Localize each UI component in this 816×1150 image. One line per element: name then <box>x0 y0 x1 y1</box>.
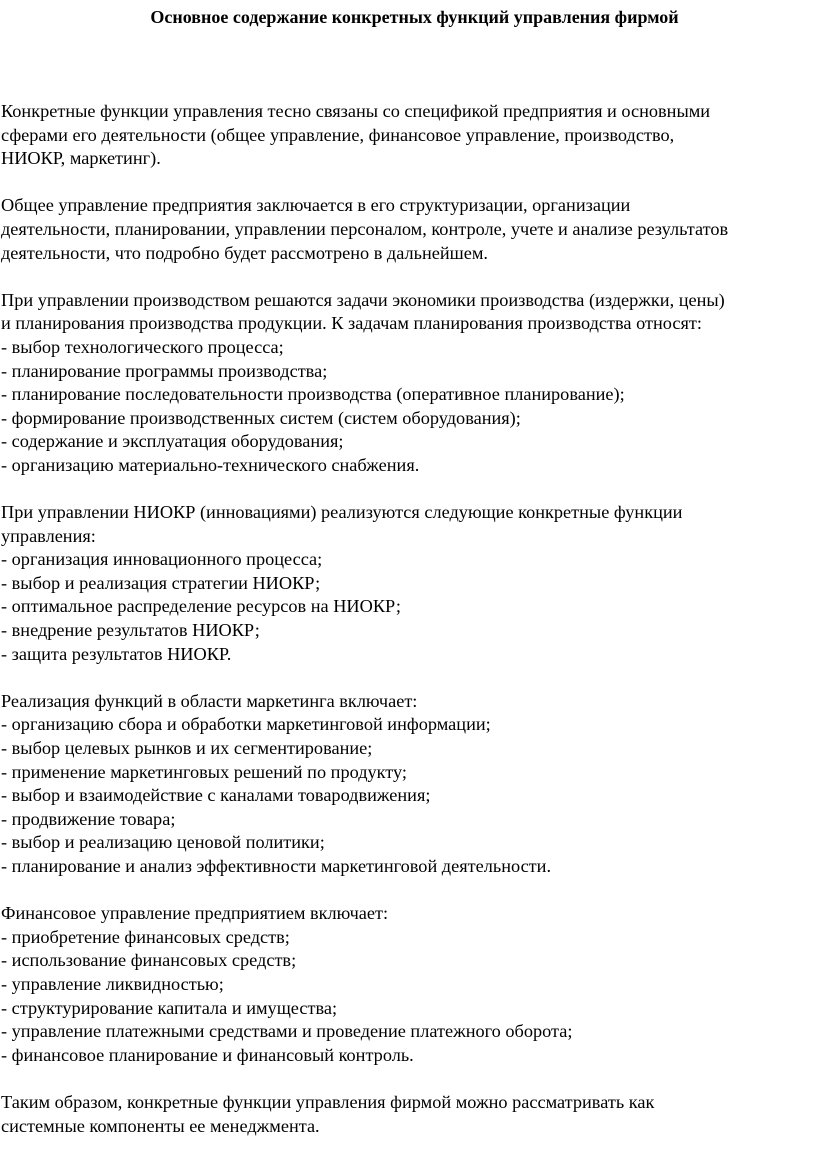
list-item: - планирование последовательности производства (оперативное планирование); <box>1 384 625 405</box>
paragraph <box>1 194 813 265</box>
list-item: - организацию материально-технического снабжения. <box>1 454 420 475</box>
text-line: НИОКР, маркетинг). <box>1 148 161 169</box>
text-line: Реализация функций в области маркетинга включает: <box>1 690 418 711</box>
list-item: - планирование и анализ эффективности маркетинговой деятельности. <box>1 856 552 876</box>
list-item: - организацию сбора и обработки маркетинговой информации; <box>1 714 491 735</box>
list-item: - выбор целевых рынков и их сегментирование; <box>1 738 373 759</box>
text-line: деятельности, что подробно будет рассмотрено в дальнейшем. <box>1 242 488 263</box>
text-line: сферами его деятельности (общее управление, финансовое управление, производство, <box>1 124 675 145</box>
list-item: - организация инновационного процесса; <box>1 549 323 570</box>
paragraph <box>1 501 813 666</box>
list-item: - планирование программы производства; <box>1 360 328 381</box>
list-item: - выбор и реализация стратегии НИОКР; <box>1 572 321 593</box>
text-line: и планирования производства продукции. К задачам планирования производства относят: <box>1 313 702 334</box>
list-item: - формирование производственных систем (систем оборудования); <box>1 407 521 428</box>
text-line: При управлении производством решаются задачи экономики производства (издержки, цены) <box>1 289 725 310</box>
list-item: - выбор и реализацию ценовой политики; <box>1 832 325 853</box>
list-item: - оптимальное распределение ресурсов на НИОКР; <box>1 596 401 617</box>
text-line: системные компоненты ее менеджмента. <box>1 1115 320 1136</box>
text-line: Таким образом, конкретные функции управления фирмой можно рассматривать как <box>1 1091 655 1112</box>
list-item: - продвижение товара; <box>1 808 176 829</box>
paragraph <box>1 902 813 1067</box>
list-item: - выбор технологического процесса; <box>1 336 284 357</box>
list-item: - финансовое планирование и финансовый контроль. <box>1 1044 414 1065</box>
text-line: При управлении НИОКР (инновациями) реализуются следующие конкретные функции <box>1 502 683 523</box>
text-line: деятельности, планировании, управлении персоналом, контроле, учете и анализе результатов <box>1 218 729 239</box>
list-item: - управление ликвидностью; <box>1 973 224 994</box>
list-item: - управление платежными средствами и проведение платежного оборота; <box>1 1021 573 1042</box>
document-body <box>1 100 813 1138</box>
list-item: - содержание и эксплуатация оборудования; <box>1 431 344 452</box>
list-item: - внедрение результатов НИОКР; <box>1 620 260 641</box>
document-title: Основное содержание конкретных функций управления фирмой <box>150 7 679 27</box>
text-line: управления: <box>1 525 96 546</box>
paragraph <box>1 289 813 478</box>
text-line: Конкретные функции управления тесно связаны со спецификой предприятия и основными <box>1 101 711 121</box>
list-item: - приобретение финансовых средств; <box>1 926 290 947</box>
list-item: - структурирование капитала и имущества; <box>1 997 338 1018</box>
paragraph <box>1 100 813 171</box>
list-item: - выбор и взаимодействие с каналами товародвижения; <box>1 785 431 806</box>
list-item: - использование финансовых средств; <box>1 950 297 971</box>
list-item: - защита результатов НИОКР. <box>1 643 232 664</box>
paragraph <box>1 1091 813 1138</box>
text-line: Финансовое управление предприятием включает: <box>1 903 389 924</box>
paragraph <box>1 690 813 879</box>
list-item: - применение маркетинговых решений по продукту; <box>1 761 408 782</box>
text-line: Общее управление предприятия заключается в его структуризации, организации <box>1 195 631 216</box>
